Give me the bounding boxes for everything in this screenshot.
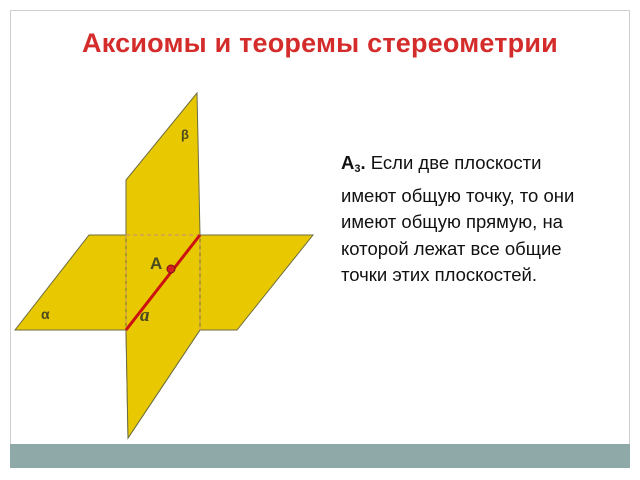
axiom-label-suffix: .: [360, 152, 366, 173]
plane-alpha-label: α: [41, 306, 50, 322]
axiom-text: [341, 150, 581, 289]
slide-title: Аксиомы и теоремы стереометрии: [82, 28, 558, 58]
axiom-label-subscript: 3: [354, 163, 361, 175]
point-a: [167, 265, 175, 273]
line-a-label: a: [140, 305, 150, 326]
axiom-statement: Если две плоскости имеют общую точку, то они имеют общую прямую, на которой лежат все общие точки этих плоскостей.: [341, 152, 575, 285]
axiom-label: [341, 152, 366, 173]
point-a-label: A: [150, 254, 163, 273]
axiom-label-letter: А: [341, 152, 355, 173]
plane-beta-label: β: [181, 127, 189, 142]
